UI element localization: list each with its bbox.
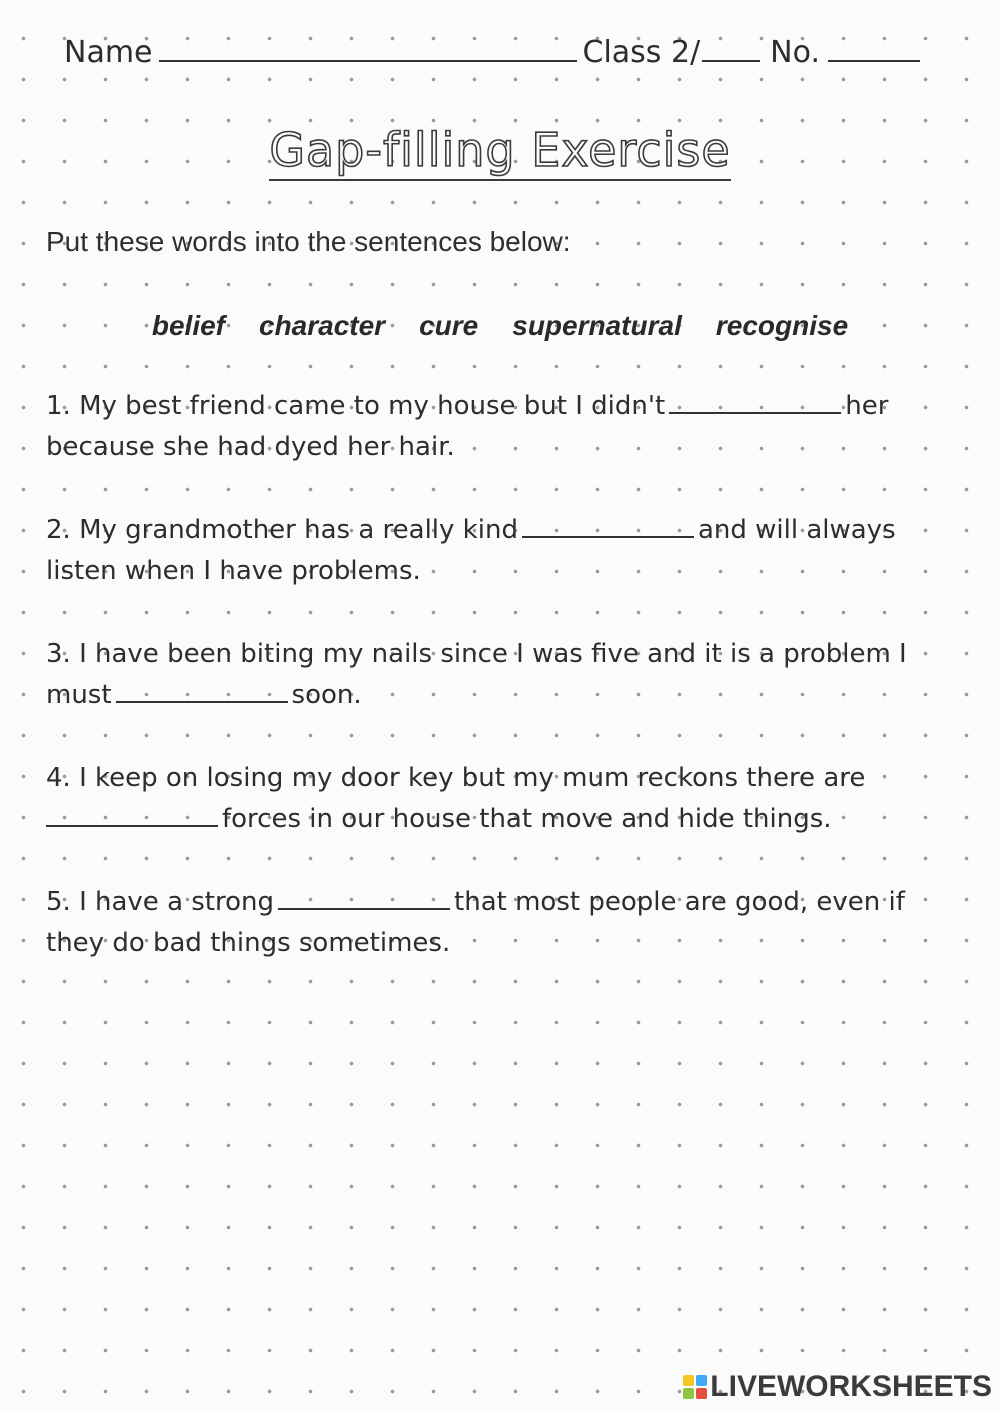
- sentence-text-after: that most people are good, even if they do bad things sometimes.: [46, 887, 905, 958]
- sentence-item: [46, 758, 946, 840]
- name-label: Name: [64, 35, 153, 70]
- logo-text: LIVEWORKSHEETS: [710, 1370, 992, 1403]
- sentence-list: [46, 386, 946, 1006]
- class-blank[interactable]: [702, 30, 760, 62]
- sentence-text-before: 5. I have a strong: [46, 887, 275, 917]
- gap-blank[interactable]: [46, 801, 218, 827]
- name-blank[interactable]: [159, 30, 577, 62]
- liveworksheets-logo-icon: [683, 1375, 707, 1399]
- logo-square-icon: [683, 1388, 694, 1399]
- class-label: Class 2/: [582, 35, 701, 70]
- instruction-text: Put these words into the sentences below:: [46, 226, 571, 257]
- word-bank-item: supernatural: [512, 310, 682, 341]
- sentence-text-after: forces in our house that move and hide things.: [222, 804, 832, 834]
- sentence-item: [46, 510, 946, 592]
- sentence-item: [46, 882, 946, 964]
- logo-square-icon: [683, 1375, 694, 1386]
- page-title-wrapper: [0, 118, 1000, 182]
- sentence-item: [46, 634, 946, 716]
- sentence-text-before: 2. My grandmother has a really kind: [46, 515, 518, 545]
- number-blank[interactable]: [828, 30, 920, 62]
- logo-square-icon: [696, 1375, 707, 1386]
- word-bank-item: cure: [419, 310, 479, 341]
- sentence-item: [46, 386, 946, 468]
- gap-blank[interactable]: [669, 388, 841, 414]
- student-info-line: [64, 30, 954, 73]
- number-label: No.: [770, 35, 820, 70]
- gap-blank[interactable]: [522, 512, 694, 538]
- sentence-text-after: and will always listen when I have problems.: [46, 515, 896, 586]
- sentence-text-before: 4. I keep on losing my door key but my mum reckons there are: [46, 763, 866, 793]
- sentence-text-before: 1. My best friend came to my house but I didn't: [46, 391, 666, 421]
- liveworksheets-logo: [683, 1370, 992, 1404]
- page-title: Gap-filling Exercise: [269, 121, 730, 181]
- word-bank-item: character: [259, 310, 386, 341]
- gap-blank[interactable]: [278, 884, 450, 910]
- sentence-text-after: soon.: [291, 680, 362, 710]
- sentence-text-after: her because she had dyed her hair.: [46, 391, 889, 462]
- word-bank: [0, 306, 1000, 346]
- gap-blank[interactable]: [116, 677, 288, 703]
- word-bank-item: belief: [151, 310, 225, 341]
- sentence-text-before: 3. I have been biting my nails since I was five and it is a problem I must: [46, 639, 907, 710]
- logo-square-icon: [696, 1388, 707, 1399]
- word-bank-item: recognise: [715, 310, 849, 341]
